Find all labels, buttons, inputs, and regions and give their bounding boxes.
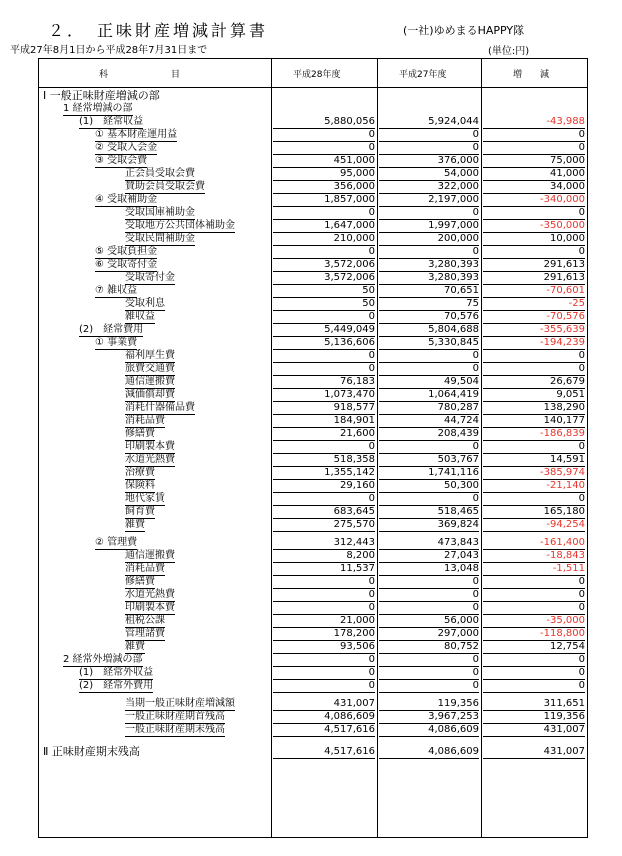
value-previous-year: 0	[379, 362, 479, 376]
statement-rows	[39, 59, 589, 839]
value-change: 41,000	[483, 167, 585, 181]
table-row	[39, 193, 587, 206]
value-current-year: 50	[273, 297, 375, 311]
value-previous-year: 503,767	[379, 453, 479, 467]
value-change: -43,988	[483, 115, 585, 129]
value-change: 14,591	[483, 453, 585, 467]
table-row	[39, 219, 587, 232]
row-label: 水道光熱費	[125, 589, 175, 600]
table-row	[39, 427, 587, 440]
row-label: (1) 経常収益	[79, 116, 144, 127]
table-row	[39, 697, 587, 710]
table-row	[39, 245, 587, 258]
fiscal-period: 平成27年8月1日から平成28年7月31日まで	[10, 45, 208, 56]
value-change: 0	[483, 679, 585, 693]
value-current-year: 95,000	[273, 167, 375, 181]
row-label: 印刷製本費	[125, 441, 175, 452]
value-current-year: 0	[273, 349, 375, 363]
row-label: 正会員受取会費	[125, 168, 195, 179]
value-current-year: 210,000	[273, 232, 375, 246]
value-change: -18,843	[483, 549, 585, 563]
value-change: -385,974	[483, 466, 585, 480]
value-current-year: 0	[273, 245, 375, 259]
row-label: 通信運搬費	[125, 376, 175, 387]
value-change: 0	[483, 245, 585, 259]
value-current-year: 29,160	[273, 479, 375, 493]
value-current-year: 1,647,000	[273, 219, 375, 233]
value-previous-year: 4,086,609	[379, 723, 479, 737]
value-change: 165,180	[483, 505, 585, 519]
value-current-year: 431,007	[273, 697, 375, 711]
value-change: -340,000	[483, 193, 585, 207]
row-label: (2) 経常外費用	[79, 680, 154, 691]
table-row	[39, 232, 587, 245]
value-previous-year: 297,000	[379, 627, 479, 641]
value-previous-year: 0	[379, 575, 479, 589]
row-label: 修繕費	[125, 428, 155, 439]
row-label: ① 事業費	[95, 337, 138, 348]
value-change: -1,511	[483, 562, 585, 576]
value-change: 0	[483, 206, 585, 220]
value-previous-year: 5,330,845	[379, 336, 479, 350]
table-row	[39, 336, 587, 349]
row-label: ② 管理費	[95, 537, 138, 548]
currency-unit: (単位:円)	[488, 46, 530, 57]
value-previous-year: 13,048	[379, 562, 479, 576]
row-label: 賛助会員受取会費	[125, 181, 205, 192]
row-label: 受取寄付金	[125, 272, 175, 283]
row-label: ⑤ 受取負担金	[95, 246, 158, 257]
value-previous-year: 3,280,393	[379, 271, 479, 285]
row-label: 受取地方公共団体補助金	[125, 220, 235, 231]
value-previous-year: 3,280,393	[379, 258, 479, 272]
table-row	[39, 115, 587, 128]
value-previous-year: 44,724	[379, 414, 479, 428]
value-previous-year: 0	[379, 349, 479, 363]
table-row	[39, 588, 587, 601]
value-current-year: 1,073,470	[273, 388, 375, 402]
table-row	[39, 440, 587, 453]
table-row	[39, 167, 587, 180]
value-current-year: 184,901	[273, 414, 375, 428]
table-row	[39, 479, 587, 492]
table-row	[39, 102, 587, 115]
row-label: (2) 経常費用	[79, 324, 144, 335]
value-current-year: 0	[273, 141, 375, 155]
value-current-year: 4,086,609	[273, 710, 375, 724]
table-row	[39, 284, 587, 297]
value-previous-year: 27,043	[379, 549, 479, 563]
table-row	[39, 653, 587, 666]
value-current-year: 0	[273, 653, 375, 667]
value-previous-year: 0	[379, 245, 479, 259]
value-current-year: 918,577	[273, 401, 375, 415]
value-previous-year: 119,356	[379, 697, 479, 711]
value-change: 291,613	[483, 271, 585, 285]
value-previous-year: 4,086,609	[379, 745, 479, 759]
row-label: (1) 経常外収益	[79, 667, 154, 678]
table-row	[39, 141, 587, 154]
value-previous-year: 0	[379, 601, 479, 615]
table-row	[39, 297, 587, 310]
statement-table	[38, 58, 588, 838]
value-current-year: 1,355,142	[273, 466, 375, 480]
row-label: 2 経常外増減の部	[63, 654, 143, 665]
table-row	[39, 89, 587, 102]
table-row	[39, 627, 587, 640]
value-previous-year: 56,000	[379, 614, 479, 628]
value-change: -25	[483, 297, 585, 311]
row-label: 一般正味財産期首残高	[125, 711, 225, 722]
value-previous-year: 780,287	[379, 401, 479, 415]
value-change: 0	[483, 349, 585, 363]
value-previous-year: 3,967,253	[379, 710, 479, 724]
header-previous-year: 平成27年度	[399, 70, 447, 80]
value-previous-year: 0	[379, 440, 479, 454]
value-previous-year: 0	[379, 128, 479, 142]
row-label: 水道光熱費	[125, 454, 175, 465]
row-label: 治療費	[125, 467, 155, 478]
value-previous-year: 75	[379, 297, 479, 311]
value-previous-year: 0	[379, 492, 479, 506]
table-row	[39, 180, 587, 193]
row-label: 修繕費	[125, 576, 155, 587]
value-current-year: 3,572,006	[273, 271, 375, 285]
value-previous-year: 70,576	[379, 310, 479, 324]
value-change: -94,254	[483, 518, 585, 532]
table-row	[39, 206, 587, 219]
value-current-year: 0	[273, 601, 375, 615]
value-current-year: 275,570	[273, 518, 375, 532]
value-previous-year: 518,465	[379, 505, 479, 519]
table-row	[39, 414, 587, 427]
table-row	[39, 362, 587, 375]
value-current-year: 3,572,006	[273, 258, 375, 272]
value-change: 26,679	[483, 375, 585, 389]
header-change: 増 減	[513, 70, 550, 80]
row-label: ② 受取入会金	[95, 142, 158, 153]
value-previous-year: 208,439	[379, 427, 479, 441]
value-change: -70,576	[483, 310, 585, 324]
table-row	[39, 310, 587, 323]
value-current-year: 0	[273, 666, 375, 680]
value-current-year: 0	[273, 440, 375, 454]
value-previous-year: 5,804,688	[379, 323, 479, 337]
row-label: 受取民間補助金	[125, 233, 195, 244]
value-previous-year: 1,064,419	[379, 388, 479, 402]
value-current-year: 0	[273, 206, 375, 220]
table-row	[39, 745, 587, 758]
value-current-year: 21,600	[273, 427, 375, 441]
table-row	[39, 666, 587, 679]
row-label: 一般正味財産期末残高	[125, 724, 225, 735]
value-change: 0	[483, 588, 585, 602]
table-row	[39, 388, 587, 401]
value-previous-year: 54,000	[379, 167, 479, 181]
value-change: -194,239	[483, 336, 585, 350]
value-current-year: 0	[273, 588, 375, 602]
value-previous-year: 49,504	[379, 375, 479, 389]
value-change: 0	[483, 362, 585, 376]
row-label: 管理諸費	[125, 628, 165, 639]
row-label: 通信運搬費	[125, 550, 175, 561]
value-change: 0	[483, 128, 585, 142]
row-label: 消耗品費	[125, 563, 165, 574]
table-row	[39, 154, 587, 167]
table-row	[39, 128, 587, 141]
table-row	[39, 401, 587, 414]
row-label: 当期一般正味財産増減額	[125, 698, 235, 709]
value-current-year: 4,517,616	[273, 723, 375, 737]
table-row	[39, 536, 587, 549]
row-label: 旅費交通費	[125, 363, 175, 374]
row-label: 福利厚生費	[125, 350, 175, 361]
row-label: ⑦ 雑収益	[95, 285, 138, 296]
value-current-year: 356,000	[273, 180, 375, 194]
value-previous-year: 369,824	[379, 518, 479, 532]
row-label: Ⅱ 正味財産期末残高	[43, 745, 140, 758]
table-row	[39, 614, 587, 627]
row-label: ④ 受取補助金	[95, 194, 158, 205]
value-current-year: 451,000	[273, 154, 375, 168]
value-change: 0	[483, 666, 585, 680]
row-label: 飼育費	[125, 506, 155, 517]
row-label: 保険料	[125, 480, 155, 491]
table-row	[39, 518, 587, 531]
value-current-year: 0	[273, 310, 375, 324]
row-label: 受取利息	[125, 298, 165, 309]
value-change: 12,754	[483, 640, 585, 654]
value-change: -21,140	[483, 479, 585, 493]
page-title: ２． 正味財産増減計算書	[48, 21, 269, 40]
row-label: ① 基本財産運用益	[95, 129, 178, 140]
value-change: -118,800	[483, 627, 585, 641]
value-current-year: 93,506	[273, 640, 375, 654]
value-previous-year: 322,000	[379, 180, 479, 194]
table-row	[39, 710, 587, 723]
table-row	[39, 271, 587, 284]
row-label: 印刷製本費	[125, 602, 175, 613]
value-previous-year: 473,843	[379, 536, 479, 550]
table-row	[39, 549, 587, 562]
table-row	[39, 323, 587, 336]
table-row	[39, 258, 587, 271]
row-label: ⑥ 受取寄付金	[95, 259, 158, 270]
value-change: 0	[483, 141, 585, 155]
value-current-year: 518,358	[273, 453, 375, 467]
value-current-year: 0	[273, 575, 375, 589]
value-current-year: 11,537	[273, 562, 375, 576]
value-current-year: 76,183	[273, 375, 375, 389]
table-row	[39, 679, 587, 692]
value-change: 431,007	[483, 723, 585, 737]
value-previous-year: 2,197,000	[379, 193, 479, 207]
value-current-year: 178,200	[273, 627, 375, 641]
row-label: 受取国庫補助金	[125, 207, 195, 218]
value-current-year: 0	[273, 128, 375, 142]
value-change: -355,639	[483, 323, 585, 337]
value-change: 311,651	[483, 697, 585, 711]
row-label: 雑費	[125, 519, 145, 530]
row-label: 地代家賃	[125, 493, 165, 504]
value-change: 140,177	[483, 414, 585, 428]
value-change: 0	[483, 653, 585, 667]
value-current-year: 5,880,056	[273, 115, 375, 129]
value-current-year: 21,000	[273, 614, 375, 628]
table-row	[39, 562, 587, 575]
row-label: ③ 受取会費	[95, 155, 148, 166]
value-previous-year: 0	[379, 141, 479, 155]
row-label: 1 経常増減の部	[63, 103, 133, 114]
value-current-year: 5,449,049	[273, 323, 375, 337]
table-row	[39, 466, 587, 479]
value-previous-year: 0	[379, 679, 479, 693]
value-previous-year: 0	[379, 666, 479, 680]
value-change: 10,000	[483, 232, 585, 246]
value-change: 119,356	[483, 710, 585, 724]
row-label: 租税公課	[125, 615, 165, 626]
header-current-year: 平成28年度	[293, 70, 341, 80]
value-current-year: 5,136,606	[273, 336, 375, 350]
value-change: 0	[483, 575, 585, 589]
value-previous-year: 5,924,044	[379, 115, 479, 129]
row-label: 雑収益	[125, 311, 155, 322]
value-previous-year: 200,000	[379, 232, 479, 246]
value-previous-year: 0	[379, 588, 479, 602]
value-previous-year: 0	[379, 206, 479, 220]
value-change: 0	[483, 492, 585, 506]
value-previous-year: 50,300	[379, 479, 479, 493]
value-change: -35,000	[483, 614, 585, 628]
row-label: 消耗什器備品費	[125, 402, 195, 413]
value-current-year: 4,517,616	[273, 745, 375, 759]
value-current-year: 0	[273, 679, 375, 693]
table-row	[39, 505, 587, 518]
value-change: 291,613	[483, 258, 585, 272]
value-current-year: 312,443	[273, 536, 375, 550]
value-previous-year: 1,741,116	[379, 466, 479, 480]
table-row	[39, 601, 587, 614]
value-previous-year: 1,997,000	[379, 219, 479, 233]
table-row	[39, 640, 587, 653]
value-change: 9,051	[483, 388, 585, 402]
table-row	[39, 349, 587, 362]
value-previous-year: 80,752	[379, 640, 479, 654]
row-label: 雑費	[125, 641, 145, 652]
row-label: 消耗品費	[125, 415, 165, 426]
value-current-year: 8,200	[273, 549, 375, 563]
row-label: Ⅰ 一般正味財産増減の部	[43, 89, 160, 102]
table-row	[39, 453, 587, 466]
value-change: -70,601	[483, 284, 585, 298]
organization-name: (一社)ゆめまるHAPPY隊	[403, 24, 525, 37]
value-current-year: 0	[273, 362, 375, 376]
value-change: 0	[483, 601, 585, 615]
value-previous-year: 376,000	[379, 154, 479, 168]
value-current-year: 50	[273, 284, 375, 298]
table-row	[39, 575, 587, 588]
header-item: 科 目	[99, 70, 181, 80]
value-change: -161,400	[483, 536, 585, 550]
table-row	[39, 723, 587, 736]
value-previous-year: 70,651	[379, 284, 479, 298]
value-change: 431,007	[483, 745, 585, 759]
value-previous-year: 0	[379, 653, 479, 667]
value-change: 0	[483, 440, 585, 454]
value-change: -350,000	[483, 219, 585, 233]
value-current-year: 683,645	[273, 505, 375, 519]
value-current-year: 1,857,000	[273, 193, 375, 207]
value-change: 34,000	[483, 180, 585, 194]
value-current-year: 0	[273, 492, 375, 506]
row-label: 減価償却費	[125, 389, 175, 400]
value-change: -186,839	[483, 427, 585, 441]
value-change: 75,000	[483, 154, 585, 168]
table-row	[39, 375, 587, 388]
table-row	[39, 492, 587, 505]
value-change: 138,290	[483, 401, 585, 415]
